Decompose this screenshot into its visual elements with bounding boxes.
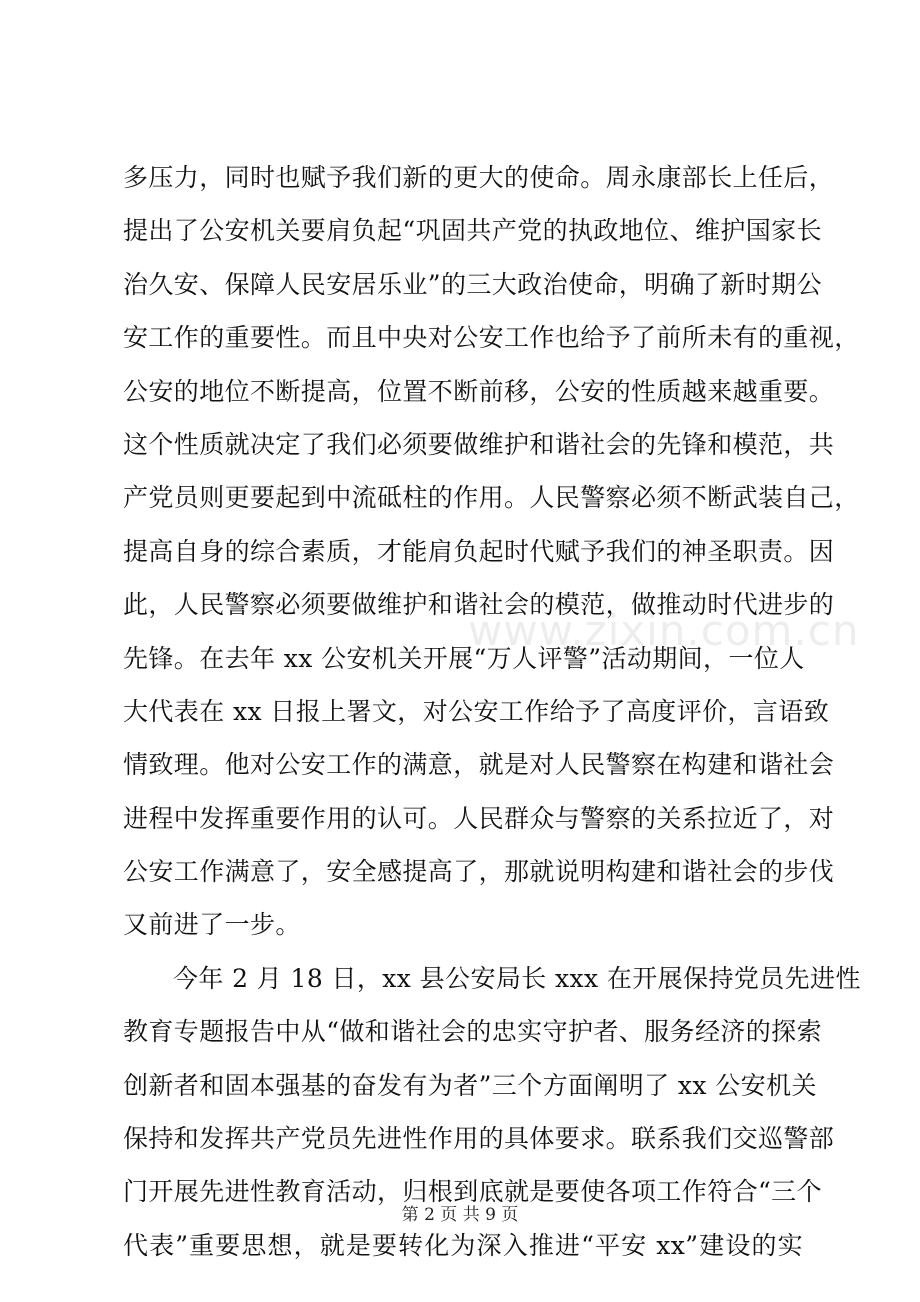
text-line: 先锋。在去年 xx 公安机关开展“万人评警”活动期间，一位人 xyxy=(123,643,805,673)
text-line: 提出了公安机关要肩负起“巩固共产党的执政地位、维护国家长 xyxy=(123,216,822,246)
text-line: 又前进了一步。 xyxy=(123,910,301,940)
text-line: 代表”重要思想，就是要转化为深入推进“平安 xx”建设的实 xyxy=(123,1230,803,1260)
text-line: 产党员则更要起到中流砥柱的作用。人民警察必须不断武装自己， xyxy=(123,483,860,513)
text-line: 提高自身的综合素质，才能肩负起时代赋予我们的神圣职责。因 xyxy=(123,536,835,566)
text-line: 情致理。他对公安工作的满意，就是对人民警察在构建和谐社会 xyxy=(123,750,835,780)
text-line: 门开展先进性教育活动，归根到底就是要使各项工作符合“三个 xyxy=(123,1177,822,1207)
text-line: 公安的地位不断提高，位置不断前移，公安的性质越来越重要。 xyxy=(123,376,835,406)
text-line: 大代表在 xx 日报上署文，对公安工作给予了高度评价，言语致 xyxy=(123,696,830,726)
body-text xyxy=(123,151,861,1272)
text-line: 进程中发挥重要作用的认可。人民群众与警察的关系拉近了，对 xyxy=(123,803,835,833)
text-line: 今年 2 月 18 日，xx 县公安局长 xxx 在开展保持党员先进性 xyxy=(173,963,861,993)
watermark-text: www.zixin.com.cn xyxy=(468,606,860,655)
text-line: 公安工作满意了，安全感提高了，那就说明构建和谐社会的步伐 xyxy=(123,857,835,887)
text-line: 这个性质就决定了我们必须要做维护和谐社会的先锋和模范，共 xyxy=(123,429,835,459)
text-line: 治久安、保障人民安居乐业”的三大政治使命，明确了新时期公 xyxy=(123,269,822,299)
text-line: 此，人民警察必须要做维护和谐社会的模范，做推动时代进步的 xyxy=(123,590,835,620)
text-line: 保持和发挥共产党员先进性作用的具体要求。联系我们交巡警部 xyxy=(123,1124,835,1154)
text-line: 创新者和固本强基的奋发有为者”三个方面阐明了 xx 公安机关 xyxy=(123,1070,817,1100)
text-line: 安工作的重要性。而且中央对公安工作也给予了前所未有的重视， xyxy=(123,323,860,353)
text-line: 教育专题报告中从“做和谐社会的忠实守护者、服务经济的探索 xyxy=(123,1017,822,1047)
paragraph-1 xyxy=(123,151,860,952)
text-line: 多压力，同时也赋予我们新的更大的使命。周永康部长上任后， xyxy=(123,163,835,192)
page-number-footer: 第 2 页 共 9 页 xyxy=(401,1205,519,1225)
